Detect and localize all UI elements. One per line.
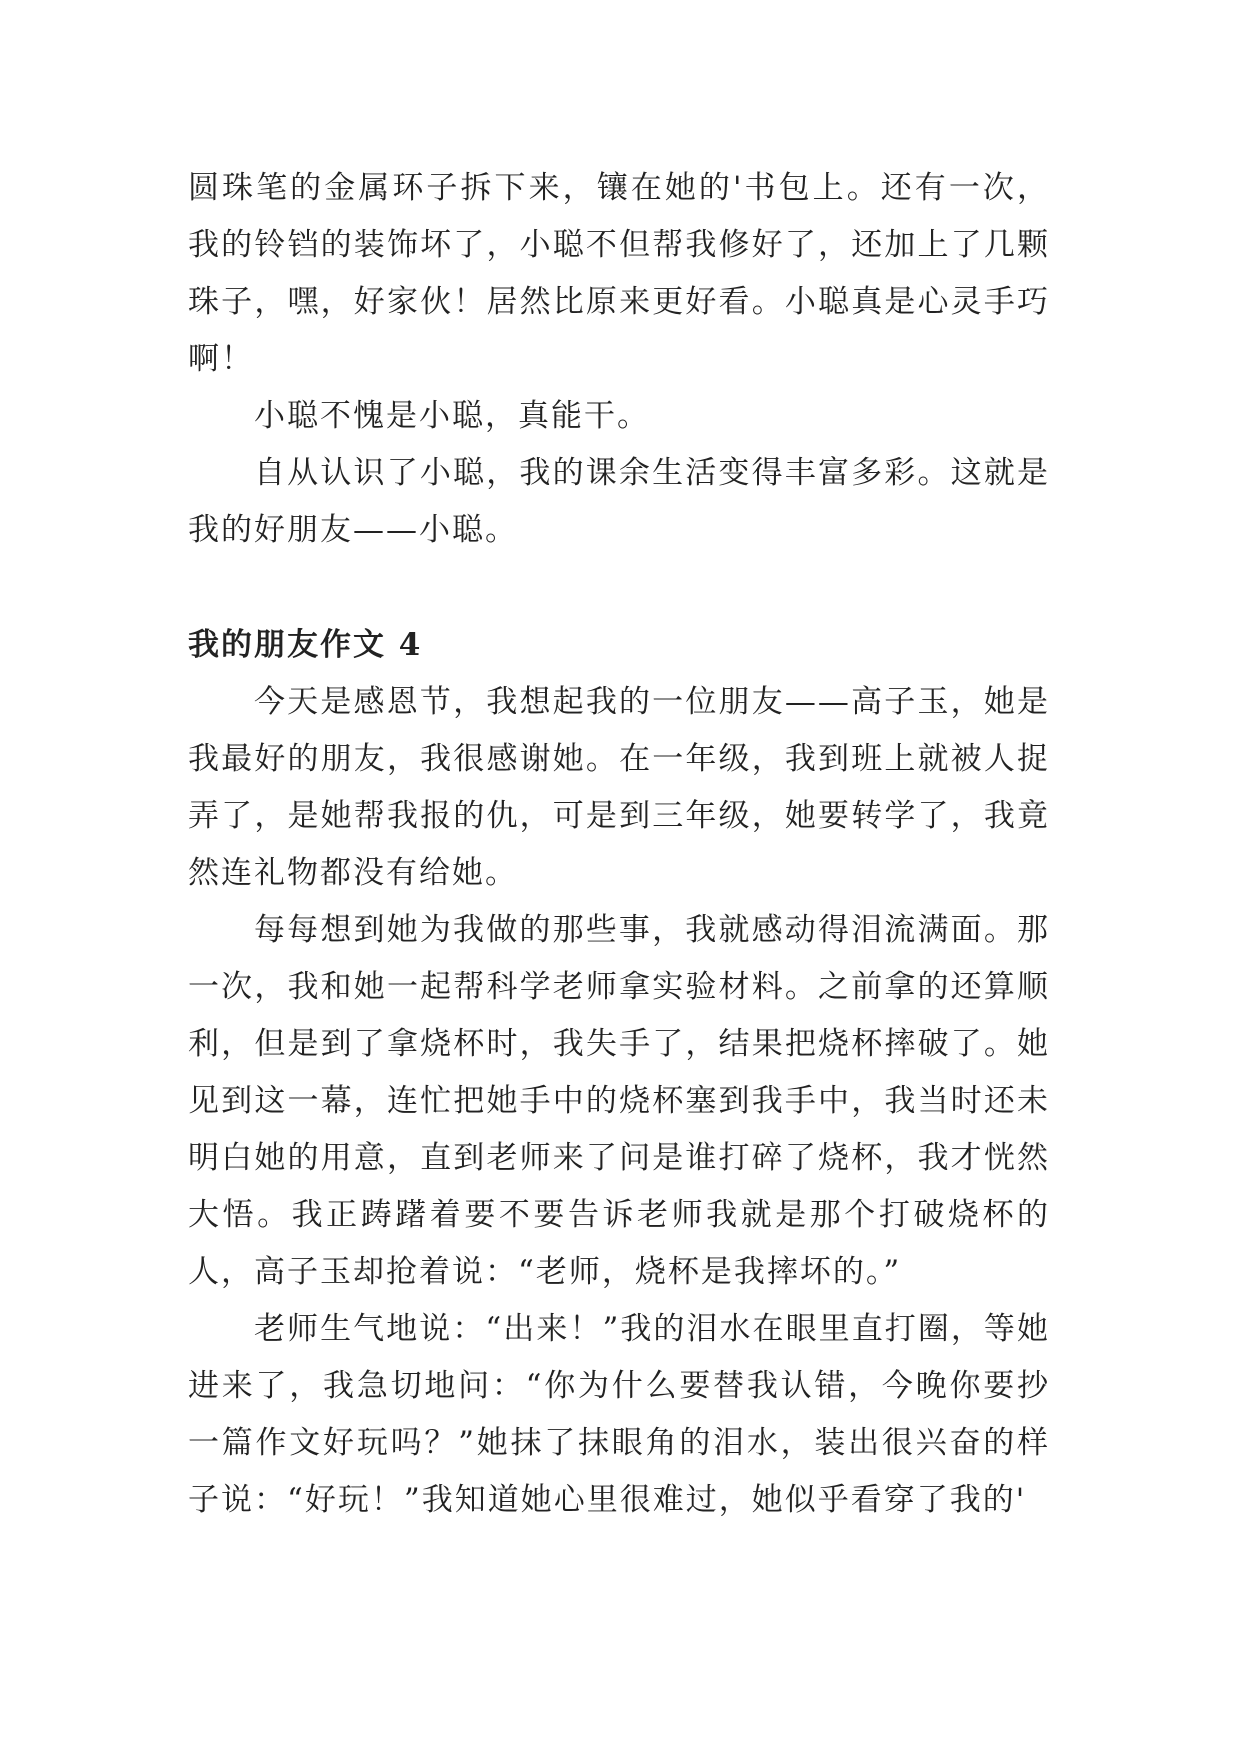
section-title: 我的朋友作文 4: [188, 627, 423, 663]
paragraph-teacher: 老师生气地说：“出来！”我的泪水在眼里直打圈，等她进来了，我急切地问：“你为什么要替我认错，今晚你要抄一篇作文好玩吗？”她抹了抹眼角的泪水，装出很兴奋的样子说：“好玩！”我知道她心里很难过，她似乎看穿了我的': [188, 1311, 1050, 1518]
paragraph-xiaocong-capable: 小聪不愧是小聪，真能干。: [254, 398, 650, 434]
section-gap: [188, 559, 1050, 617]
paragraph-beaker: 每每想到她为我做的那些事，我就感动得泪流满面。那一次，我和她一起帮科学老师拿实验材料。之前拿的还算顺利，但是到了拿烧杯时，我失手了，结果把烧杯摔破了。她见到这一幕，连忙把她手中的烧杯塞到我手中，我当时还未明白她的用意，直到老师来了问是谁打碎了烧杯，我才恍然大悟。我正踌躇着要不要告诉老师我就是那个打破烧杯的人，高子玉却抢着说：“老师，烧杯是我摔坏的。”: [188, 912, 1050, 1290]
paragraph-thanksgiving: 今天是感恩节，我想起我的一位朋友——高子玉，她是我最好的朋友，我很感谢她。在一年级，我到班上就被人捉弄了，是她帮我报的仇，可是到三年级，她要转学了，我竟然连礼物都没有给她。: [188, 684, 1050, 891]
document-page: [188, 160, 1050, 1529]
paragraph-xiaocong-conclusion: 自从认识了小聪，我的课余生活变得丰富多彩。这就是我的好朋友——小聪。: [188, 455, 1050, 548]
paragraph-continuation: 圆珠笔的金属环子拆下来，镶在她的'书包上。还有一次，我的铃铛的装饰坏了，小聪不但帮我修好了，还加上了几颗珠子，嘿，好家伙！居然比原来更好看。小聪真是心灵手巧啊！: [188, 170, 1050, 377]
